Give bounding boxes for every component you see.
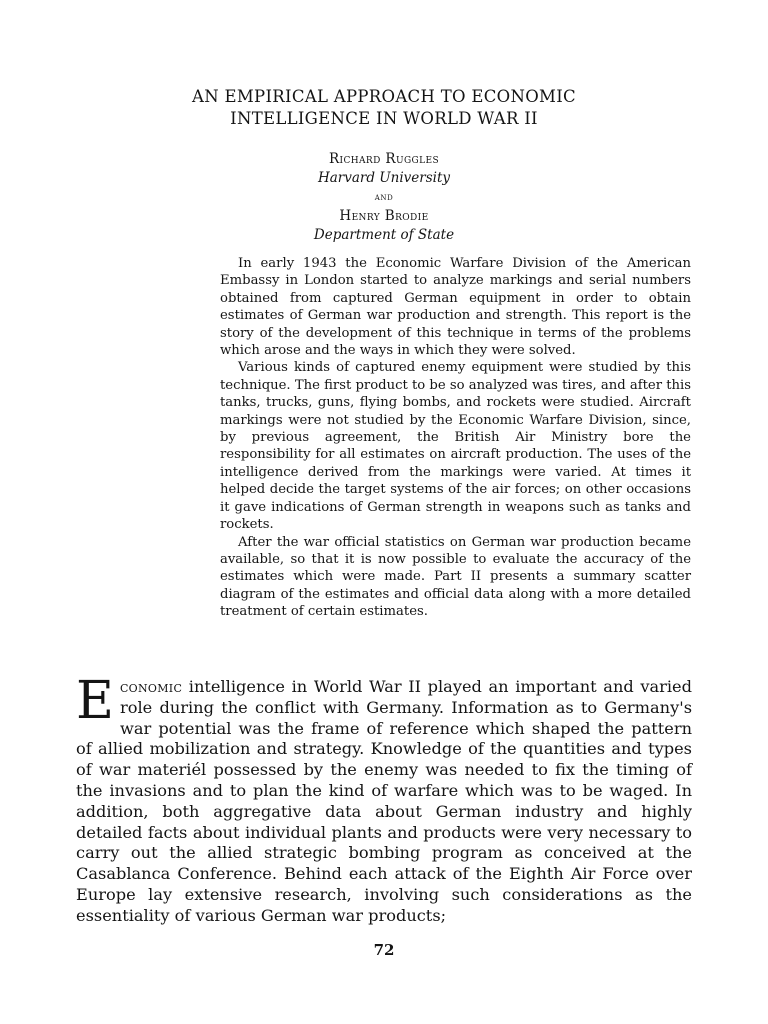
- abstract-paragraph-1: In early 1943 the Economic Warfare Division of the American Embassy in London started to analyze markings and serial numbers obtained from captured German equipment in order to obtain estimates of German war production and strength. This report is the story of the development of this technique in terms of the problems which arose and the ways in which they were solved.: [220, 256, 691, 359]
- title-line-1: AN EMPIRICAL APPROACH TO ECONOMIC: [192, 87, 576, 106]
- author-conjunction: and: [374, 191, 394, 203]
- author-1-affiliation: Harvard University: [317, 170, 451, 186]
- author-1-name: Richard Ruggles: [328, 151, 440, 167]
- body-text: [76, 671, 692, 927]
- drop-cap: E: [76, 671, 114, 731]
- author-block: [200, 150, 568, 245]
- lead-small-caps: conomic: [119, 677, 183, 696]
- article-title: [100, 86, 668, 130]
- author-2-name: Henry Brodie: [339, 208, 429, 224]
- page-number: 72: [373, 941, 395, 959]
- abstract: [220, 255, 691, 621]
- title-line-2: INTELLIGENCE IN WORLD WAR II: [230, 109, 538, 128]
- body-paragraph-text: intelligence in World War II played an important and varied role during the conflict with Germany. Information as to Germany's war potential was the frame of reference which shaped the pattern of allied mobilization and strategy. Knowledge of the quantities and types of war materiél possessed by the enemy was needed to fix the timing of the invasions and to plan the kind of warfare which was to be waged. In addition, both aggregative data about German industry and highly detailed facts about individual plants and products were very necessary to carry out the allied strategic bombing program as conceived at the Casablanca Conference. Behind each attack of the Eighth Air Force over Europe lay extensive research, involving such considerations as the essentiality of various German war products;: [76, 677, 692, 925]
- body-paragraph: [76, 671, 692, 927]
- abstract-paragraph-3: After the war official statistics on German war production became available, so that it is now possible to evaluate the accuracy of the estimates which were made. Part II presents a summary scatter diagram of the estimates and official data along with a more detailed treatment of certain estimates.: [220, 534, 691, 620]
- author-2-affiliation: Department of State: [313, 227, 455, 243]
- abstract-paragraph-2: Various kinds of captured enemy equipment were studied by this technique. The first product to be so analyzed was tires, and after this tanks, trucks, guns, flying bombs, and rockets were studied. Aircraft markings were not studied by the Economic Warfare Division, since, by previous agreement, the British Air Ministry bore the responsibility for all estimates on aircraft production. The uses of the intelligence derived from the markings were varied. At times it helped decide the target systems of the air forces; on other occasions it gave indications of German strength in weapons such as tanks and rockets.: [220, 360, 691, 533]
